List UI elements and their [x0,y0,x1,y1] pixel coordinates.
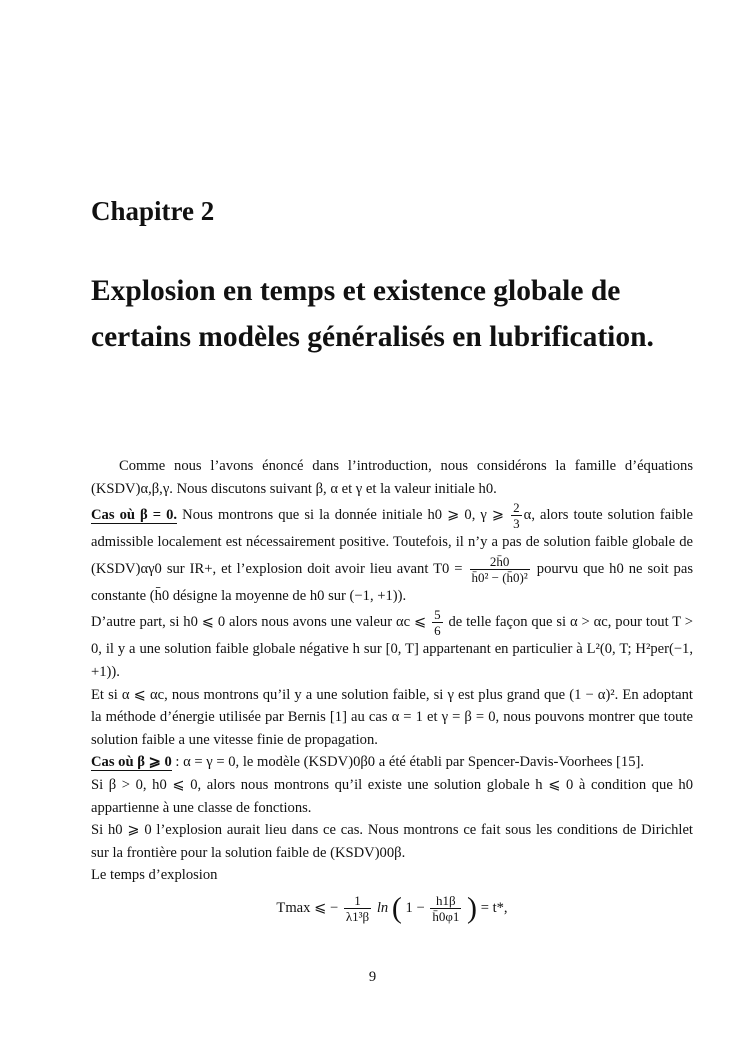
formula-lhs: Tmax ⩽ − [276,899,339,916]
case-beta-zero-text-c: pourvu que h0 ne soit pas constante (h̄0 désigne la moyenne de h0 sur (−1, +1)). [91,560,694,604]
t0-fraction [470,554,530,585]
right-paren: ) [467,891,478,925]
intro-paragraph: Comme nous l’avons énoncé dans l’introduction, nous considérons la famille d’équations (KSDV)α,β,γ. Nous discutons suivant β, α et γ et la valeur initiale h0. [91,458,693,497]
explosion-paragraph: Si h0 ⩾ 0 l’explosion aurait lieu dans ce cas. Nous montrons ce fait sous les conditions de Dirichlet sur la frontière pour la solution faible de (KSDV)00β. [91,822,693,861]
negative-data-text-a: D’autre part, si h0 ⩽ 0 alors nous avons une valeur αc ⩽ [91,614,431,631]
case-beta-zero-text-b: α, alors toute solution faible admissible localement est nécessairement positive. Toutefois, il n’y a pas de solution faible globale de (KSDV)αγ0 sur IR+, et l’explosion doit avoir lieu avant T0 = [91,507,693,577]
fraction-numerator: 1 [344,893,371,909]
case-beta-positive-heading: Cas où β ⩾ 0 [91,754,172,771]
chapter-title: Explosion en temps et existence globale de certains modèles généralisés en lubrification. [91,275,654,353]
formula-fraction-one [344,893,371,924]
fraction-denominator: h̄0φ1 [432,908,460,924]
fraction-numerator: 5 [434,607,441,623]
fraction-denominator: λ1³β [345,908,370,924]
left-paren: ( [391,891,402,925]
case-beta-zero-text-a: Nous montrons que si la donnée initiale h0 ⩾ 0, γ ⩾ [182,507,510,524]
fraction-denominator: 3 [513,516,520,532]
case-beta-positive-paragraph [91,751,693,774]
chapter-label: Chapitre 2 [91,196,215,226]
five-sixths-fraction [432,607,443,638]
formula-ln: ln [376,899,389,916]
fraction-denominator: 6 [434,623,441,639]
alpha-case-paragraph: Et si α ⩽ αc, nous montrons qu’il y a une solution faible, si γ est plus grand que (1 − α)². En adoptant la méthode d’énergie utilisée par Bernis [1] au cas α = 1 et γ = β = 0, nous pouvons montrer que toute solution faible a une vitesse finie de propagation. [91,686,693,748]
global-solution-paragraph: Si β > 0, h0 ⩽ 0, alors nous montrons qu’il existe une solution globale h ⩽ 0 à condition que h0 appartienne à une classe de fonctions. [91,776,693,816]
formula-rhs: = t*, [480,899,508,916]
explosion-time-formula [91,893,693,924]
body-text [91,455,693,924]
page-number: 9 [368,969,377,985]
case-beta-zero-heading: Cas où β = 0. [91,507,178,524]
explosion-time-label: Le temps d’explosion [91,867,218,884]
t0-denominator: h̄0² − (h̄0)² [471,569,528,585]
t0-numerator: 2h̄0 [470,554,530,570]
case-beta-positive-text: : α = γ = 0, le modèle (KSDV)0β0 a été établi par Spencer-Davis-Voorhees [15]. [171,754,645,771]
formula-fraction-two [430,893,461,924]
formula-one-minus: 1 − [405,899,425,916]
two-thirds-fraction [511,500,522,531]
case-beta-zero-paragraph [91,500,693,607]
fraction-numerator: 2 [513,500,520,516]
fraction-numerator: h1β [430,893,461,909]
negative-data-paragraph [91,607,693,683]
negative-data-text-b: de telle façon que si α > αc, pour tout T > 0, il y a une solution faible globale négative h sur [0, T] appartenant en particulier à L²(0, T; H²per(−1, +1)). [91,614,693,680]
